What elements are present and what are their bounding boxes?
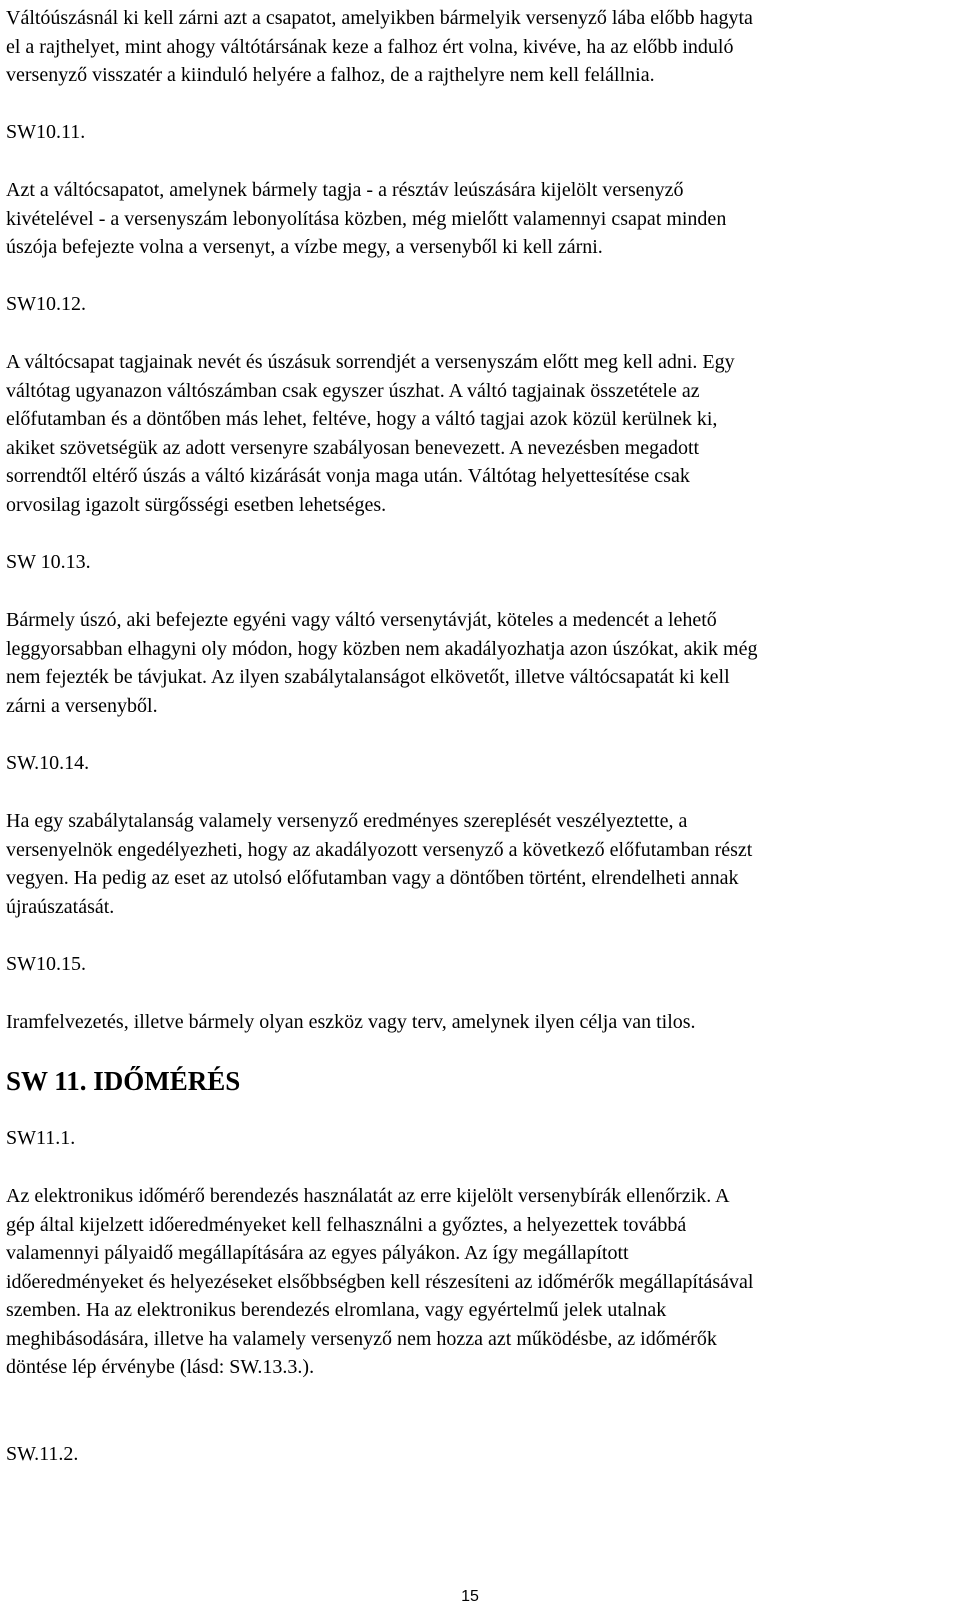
rule-ref-sw10-13: SW 10.13. bbox=[6, 551, 91, 573]
paragraph-relay-water-entry: Azt a váltócsapatot, amelynek bármely tagja - a résztáv leúszására kijelölt versenyző kivételével - a versenyszám lebonyolítása közben, még mielőtt valamennyi csapat minden úszója befejezte volna a versenyt, a vízbe megy, a versenyből ki kell zárni. bbox=[6, 179, 727, 258]
section-heading-timing: SW 11. IDŐMÉRÉS bbox=[6, 1066, 241, 1096]
rule-ref-sw11-1: SW11.1. bbox=[6, 1127, 76, 1149]
rule-ref-sw10-12: SW10.12. bbox=[6, 293, 86, 315]
rule-ref-sw11-2: SW.11.2. bbox=[6, 1443, 79, 1465]
paragraph-relay-takeover: Váltóúszásnál ki kell zárni azt a csapatot, amelyikben bármelyik versenyző lába előbb hagyta el a rajthelyet, mint ahogy váltótársának keze a falhoz ért volna, kivéve, ha az előbb induló versenyző visszatér a kiinduló helyére a falhoz, de a rajthelyre nem kell felállnia. bbox=[6, 7, 753, 86]
paragraph-irregularity: Ha egy szabálytalanság valamely versenyző eredményes szereplését veszélyeztette, a versenyelnök engedélyezheti, hogy az akadályozott versenyző a következő előfutamban részt vegyen. Ha pedig az eset az utolsó előfutamban vagy a döntőben történt, elrendelheti annak újraúszatását. bbox=[6, 810, 753, 918]
rule-ref-sw10-15: SW10.15. bbox=[6, 953, 86, 975]
paragraph-electronic-timing: Az elektronikus időmérő berendezés használatát az erre kijelölt versenybírák ellenőrzik. A gép által kijelzett időeredményeket kell felhasználni a győztes, a helyezettek továbbá valamennyi pályaidő megállapítására az egyes pályákon. Az így megállapított időeredményeket és helyezéseket elsőbbségben kell részesíteni az időmérők megállapításával szemben. Ha az elektronikus berendezés elromlana, vagy egyértelmű jelek utalnak meghibásodására, illetve ha valamely versenyző nem hozza azt működésbe, az időmérők döntése lép érvénybe (lásd: SW.13.3.). bbox=[6, 1185, 754, 1378]
paragraph-pacing: Iramfelvezetés, illetve bármely olyan eszköz vagy terv, amelynek ilyen célja van tilos. bbox=[6, 1011, 696, 1033]
paragraph-leave-pool: Bármely úszó, aki befejezte egyéni vagy váltó versenytávját, köteles a medencét a lehető leggyorsabban elhagyni oly módon, hogy közben nem akadályozhatja azon úszókat, akik még nem fejezték be távjukat. Az ilyen szabálytalanságot elkövetőt, illetve váltócsapatát ki kell zárni a versenyből. bbox=[6, 609, 758, 717]
page-number: 15 bbox=[461, 1588, 479, 1605]
rule-ref-sw10-14: SW.10.14. bbox=[6, 752, 90, 774]
rule-ref-sw10-11: SW10.11. bbox=[6, 121, 86, 143]
paragraph-relay-members: A váltócsapat tagjainak nevét és úszásuk sorrendjét a versenyszám előtt meg kell adni. Egy váltótag ugyanazon váltószámban csak egyszer úszhat. A váltó tagjainak összetétele az előfutamban és a döntőben más lehet, feltéve, hogy a váltó tagjai azok közül kerülnek ki, akiket szövetségük az adott versenyre szabályosan benevezett. A nevezésben megadott sorrendtől eltérő úszás a váltó kizárását vonja maga után. Váltótag helyettesítése csak orvosilag igazolt sürgősségi esetben lehetséges. bbox=[6, 351, 735, 516]
